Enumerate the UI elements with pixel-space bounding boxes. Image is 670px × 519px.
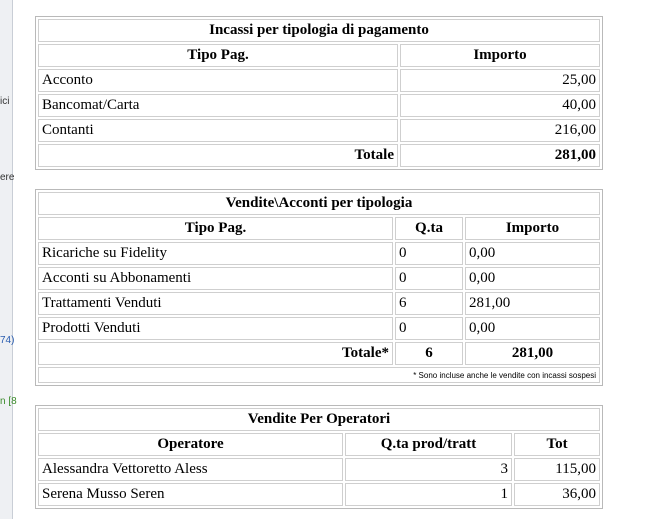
incassi-total-value: 281,00 [400, 144, 600, 167]
vendite-header-qta: Q.ta [395, 217, 463, 240]
total-row [38, 342, 600, 365]
incassi-tipo: Acconto [38, 69, 398, 92]
vendite-total-label: Totale* [38, 342, 393, 365]
vendite-total-qta: 6 [395, 342, 463, 365]
operatori-header-tot: Tot [514, 433, 600, 456]
table-row [38, 119, 600, 142]
incassi-importo: 216,00 [400, 119, 600, 142]
left-panel-strip [0, 0, 17, 519]
table-row [38, 458, 600, 481]
vendite-qta: 6 [395, 292, 463, 315]
table-row [38, 267, 600, 290]
table-row [38, 483, 600, 506]
incassi-header-importo: Importo [400, 44, 600, 67]
vendite-tipo: Ricariche su Fidelity [38, 242, 393, 265]
operatori-qta: 1 [345, 483, 512, 506]
incassi-table [35, 16, 603, 170]
operatori-table [35, 405, 603, 509]
operatori-header-operatore: Operatore [38, 433, 343, 456]
vendite-qta: 0 [395, 242, 463, 265]
operatori-tot: 36,00 [514, 483, 600, 506]
operatori-qta: 3 [345, 458, 512, 481]
vendite-total-importo: 281,00 [465, 342, 600, 365]
vendite-tipo: Trattamenti Venduti [38, 292, 393, 315]
vendite-table [35, 189, 603, 386]
incassi-importo: 40,00 [400, 94, 600, 117]
vendite-importo: 281,00 [465, 292, 600, 315]
operatori-name: Alessandra Vettoretto Aless [38, 458, 343, 481]
vendite-importo: 0,00 [465, 242, 600, 265]
vendite-title: Vendite\Acconti per tipologia [38, 192, 600, 215]
table-row [38, 94, 600, 117]
right-margin [653, 0, 670, 519]
total-row [38, 144, 600, 167]
vendite-footnote: * Sono incluse anche le vendite con incassi sospesi [38, 367, 600, 383]
left-snippet: ere [0, 172, 15, 183]
left-snippet: n [8 [0, 396, 17, 407]
operatori-name: Serena Musso Seren [38, 483, 343, 506]
vendite-header-importo: Importo [465, 217, 600, 240]
vendite-importo: 0,00 [465, 317, 600, 340]
vendite-tipo: Prodotti Venduti [38, 317, 393, 340]
incassi-importo: 25,00 [400, 69, 600, 92]
table-row [38, 69, 600, 92]
incassi-tipo: Bancomat/Carta [38, 94, 398, 117]
operatori-header-qta: Q.ta prod/tratt [345, 433, 512, 456]
table-row [38, 317, 600, 340]
incassi-total-label: Totale [38, 144, 398, 167]
table-row [38, 292, 600, 315]
vendite-header-tipo: Tipo Pag. [38, 217, 393, 240]
incassi-header-tipo: Tipo Pag. [38, 44, 398, 67]
vendite-qta: 0 [395, 267, 463, 290]
table-row [38, 242, 600, 265]
incassi-tipo: Contanti [38, 119, 398, 142]
vendite-tipo: Acconti su Abbonamenti [38, 267, 393, 290]
operatori-tot: 115,00 [514, 458, 600, 481]
left-snippet: 74) [0, 335, 15, 346]
vendite-importo: 0,00 [465, 267, 600, 290]
vendite-qta: 0 [395, 317, 463, 340]
operatori-title: Vendite Per Operatori [38, 408, 600, 431]
incassi-title: Incassi per tipologia di pagamento [38, 19, 600, 42]
left-snippet: ici [0, 96, 10, 107]
